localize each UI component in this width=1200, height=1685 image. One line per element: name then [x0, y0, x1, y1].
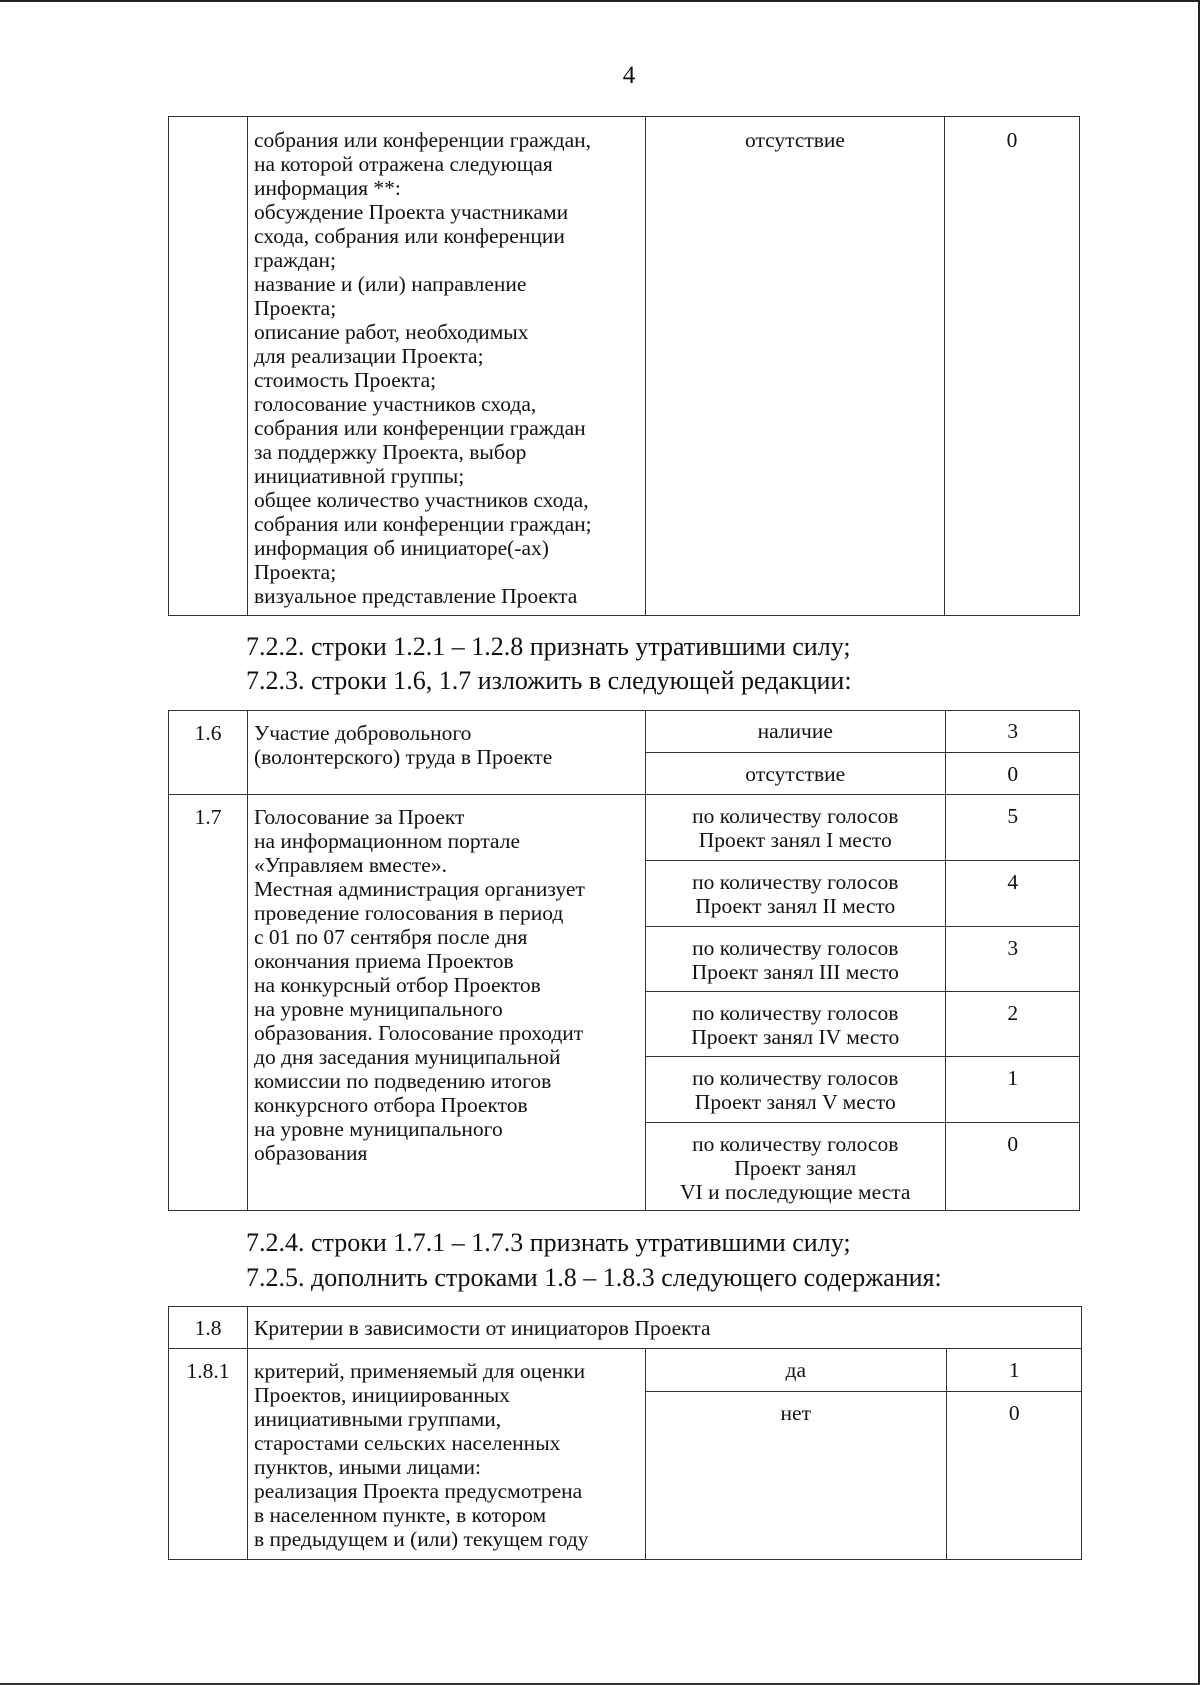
row-number-cell: 1.8.1	[169, 1349, 248, 1560]
score-cell: 0	[945, 1122, 1080, 1210]
score-cell: 1	[945, 1056, 1080, 1122]
section-heading-cell: Критерии в зависимости от инициаторов Проекта	[248, 1307, 1082, 1349]
option-cell: наличие	[757, 719, 833, 743]
criterion-cell: критерий, применяемый для оценки Проектов, инициированных инициативными группами, старостами сельских населенных пунктов, иными лицами: реализация Проекта предусмотрена в населенном пункте, в котором в предыдущем и (или) текущем году	[248, 1349, 646, 1560]
paragraph-7-2-4: 7.2.4. строки 1.7.1 – 1.7.3 признать утратившими силу;	[246, 1228, 851, 1257]
criterion-cell: Голосование за Проект на информационном портале «Управляем вместе». Местная администрация организует проведение голосования в период с 01 по 07 сентября после дня окончания приема Проектов на конкурсный отбор Проектов на уровне муниципального образования. Голосование проходит до дня заседания муниципальной комиссии по подведению итогов конкурсного отбора Проектов на уровне муниципального образования	[248, 795, 646, 1211]
score-cell: 0	[946, 1391, 1082, 1559]
score-cell: 2	[945, 991, 1080, 1056]
table-row	[169, 117, 1080, 616]
options-cell	[646, 795, 1080, 1211]
option-row	[646, 711, 1080, 752]
row-number-cell: 1.7	[169, 795, 248, 1211]
row-number-cell: 1.8	[169, 1307, 248, 1349]
table-row-1-7	[169, 795, 1080, 1211]
option-row	[646, 1349, 1082, 1391]
option-cell: отсутствие	[646, 752, 945, 794]
option-row	[646, 1122, 1080, 1210]
criteria-table-1-8	[168, 1306, 1082, 1560]
score-cell: 0	[945, 752, 1080, 794]
option-cell: по количеству голосов Проект занял IV место	[646, 991, 945, 1056]
option-row	[646, 795, 1080, 860]
option-row	[646, 991, 1080, 1056]
option-cell: по количеству голосов Проект занял III место	[646, 926, 945, 991]
option-row	[646, 860, 1080, 926]
score-cell: 3	[945, 926, 1080, 991]
page-number: 4	[622, 62, 636, 89]
row-number-cell: 1.6	[169, 711, 248, 795]
criteria-table-1-6-1-7	[168, 710, 1080, 1211]
score-cell: 0	[945, 117, 1080, 616]
option-cell: по количеству голосов Проект занял V место	[646, 1056, 945, 1122]
criterion-cell: Участие добровольного (волонтерского) труда в Проекте	[248, 711, 646, 795]
options-list	[646, 711, 1080, 794]
option-row	[646, 752, 1080, 794]
table-row-1-8-1	[169, 1349, 1082, 1560]
option-cell: отсутствие	[646, 117, 945, 616]
score-cell: 3	[945, 711, 1080, 752]
option-row	[646, 1391, 1082, 1559]
table-row-1-6	[169, 711, 1080, 795]
row-number-cell	[169, 117, 248, 616]
paragraph-7-2-2: 7.2.2. строки 1.2.1 – 1.2.8 признать утратившими силу;	[246, 632, 851, 661]
score-cell: 5	[945, 795, 1080, 860]
options-list	[646, 1349, 1082, 1559]
option-row	[646, 926, 1080, 991]
score-cell: 4	[945, 860, 1080, 926]
option-cell: да	[785, 1358, 806, 1382]
scan-edge-top	[0, 0, 1200, 2]
options-cell	[646, 1349, 1082, 1560]
table-row-1-8	[169, 1307, 1082, 1349]
option-cell: по количеству голосов Проект занял VI и последующие места	[646, 1122, 945, 1210]
criteria-table-continuation	[168, 116, 1080, 616]
paragraph-7-2-5: 7.2.5. дополнить строками 1.8 – 1.8.3 следующего содержания:	[246, 1263, 942, 1292]
option-row	[646, 1056, 1080, 1122]
paragraph-7-2-3: 7.2.3. строки 1.6, 1.7 изложить в следующей редакции:	[246, 666, 852, 695]
score-cell: 1	[946, 1349, 1082, 1391]
option-cell: по количеству голосов Проект занял I место	[692, 804, 899, 852]
option-cell: нет	[646, 1391, 946, 1559]
option-cell: по количеству голосов Проект занял II место	[646, 860, 945, 926]
criterion-cell: собрания или конференции граждан, на которой отражена следующая информация **: обсуждение Проекта участниками схода, собрания или конференции граждан; название и (или) направление Проекта; описание работ, необходимых для реализации Проекта; стоимость Проекта; голосование участников схода, собрания или конференции граждан за поддержку Проекта, выбор инициативной группы; общее количество участников схода, собрания или конференции граждан; информация об инициаторе(-ах) Проекта; визуальное представление Проекта	[248, 117, 646, 616]
options-list	[646, 795, 1080, 1210]
options-cell	[646, 711, 1080, 795]
